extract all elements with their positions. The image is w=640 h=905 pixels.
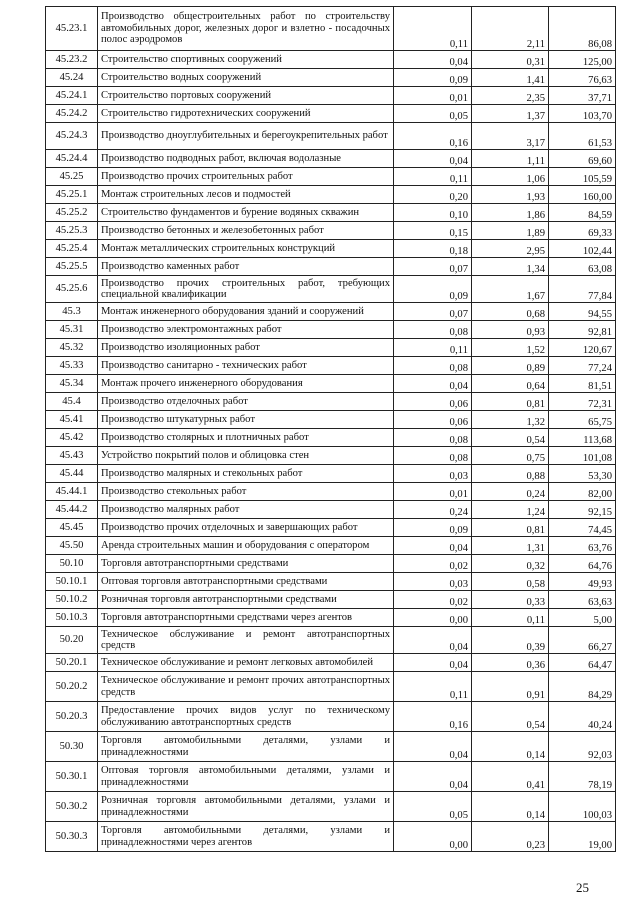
row-code: 45.33 — [46, 357, 98, 375]
row-value-2: 1,31 — [472, 537, 549, 555]
row-code: 45.50 — [46, 537, 98, 555]
row-value-1: 0,11 — [394, 672, 472, 702]
row-value-1: 0,11 — [394, 339, 472, 357]
row-value-2: 1,24 — [472, 501, 549, 519]
row-value-3: 64,76 — [549, 555, 616, 573]
row-value-2: 0,58 — [472, 573, 549, 591]
row-name: Производство изоляционных работ — [98, 339, 394, 357]
table-row — [46, 375, 616, 393]
row-code: 45.32 — [46, 339, 98, 357]
row-value-1: 0,09 — [394, 519, 472, 537]
row-value-1: 0,07 — [394, 303, 472, 321]
row-value-2: 0,54 — [472, 702, 549, 732]
table-row — [46, 303, 616, 321]
row-value-2: 0,54 — [472, 429, 549, 447]
row-value-2: 0,14 — [472, 792, 549, 822]
row-value-2: 1,86 — [472, 204, 549, 222]
table-row — [46, 411, 616, 429]
table-row — [46, 483, 616, 501]
row-value-1: 0,06 — [394, 411, 472, 429]
table-row — [46, 672, 616, 702]
table-row — [46, 69, 616, 87]
row-code: 50.30 — [46, 732, 98, 762]
row-name: Монтаж прочего инженерного оборудования — [98, 375, 394, 393]
row-value-3: 37,71 — [549, 87, 616, 105]
row-code: 45.23.1 — [46, 7, 98, 51]
row-value-3: 78,19 — [549, 762, 616, 792]
row-name: Производство прочих отделочных и завершающих работ — [98, 519, 394, 537]
row-value-1: 0,08 — [394, 357, 472, 375]
row-value-2: 0,88 — [472, 465, 549, 483]
row-value-3: 69,60 — [549, 150, 616, 168]
row-code: 45.25.5 — [46, 258, 98, 276]
row-value-2: 2,11 — [472, 7, 549, 51]
row-value-2: 0,11 — [472, 609, 549, 627]
table-row — [46, 627, 616, 654]
row-value-3: 63,76 — [549, 537, 616, 555]
row-code: 50.10.1 — [46, 573, 98, 591]
row-code: 50.30.2 — [46, 792, 98, 822]
table-row — [46, 792, 616, 822]
row-value-1: 0,16 — [394, 702, 472, 732]
row-code: 50.10.3 — [46, 609, 98, 627]
row-name: Торговля автомобильными деталями, узлами и принадлежностями через агентов — [98, 822, 394, 852]
row-value-2: 0,91 — [472, 672, 549, 702]
row-value-2: 1,34 — [472, 258, 549, 276]
row-name: Устройство покрытий полов и облицовка стен — [98, 447, 394, 465]
row-code: 45.44.1 — [46, 483, 98, 501]
row-value-3: 19,00 — [549, 822, 616, 852]
row-value-3: 64,47 — [549, 654, 616, 672]
table-row — [46, 357, 616, 375]
row-value-3: 66,27 — [549, 627, 616, 654]
row-code: 45.25.1 — [46, 186, 98, 204]
row-name: Розничная торговля автотранспортными средствами — [98, 591, 394, 609]
row-value-2: 1,41 — [472, 69, 549, 87]
row-value-3: 84,59 — [549, 204, 616, 222]
row-value-2: 1,37 — [472, 105, 549, 123]
table-row — [46, 447, 616, 465]
table-row — [46, 276, 616, 303]
row-value-2: 0,81 — [472, 393, 549, 411]
table-row — [46, 105, 616, 123]
row-value-1: 0,15 — [394, 222, 472, 240]
row-name: Монтаж строительных лесов и подмостей — [98, 186, 394, 204]
row-value-1: 0,16 — [394, 123, 472, 150]
row-value-2: 2,35 — [472, 87, 549, 105]
table-row — [46, 7, 616, 51]
row-value-3: 103,70 — [549, 105, 616, 123]
row-name: Предоставление прочих видов услуг по техническому обслуживанию автотранспортных средств — [98, 702, 394, 732]
row-name: Производство прочих строительных работ — [98, 168, 394, 186]
document-page — [45, 6, 615, 852]
row-value-2: 3,17 — [472, 123, 549, 150]
row-value-1: 0,01 — [394, 483, 472, 501]
row-name: Производство дноуглубительных и берегоукрепительных работ — [98, 123, 394, 150]
row-name: Торговля автомобильными деталями, узлами и принадлежностями — [98, 732, 394, 762]
row-value-2: 0,33 — [472, 591, 549, 609]
row-name: Строительство гидротехнических сооружений — [98, 105, 394, 123]
table-row — [46, 258, 616, 276]
row-value-1: 0,07 — [394, 258, 472, 276]
row-code: 45.44.2 — [46, 501, 98, 519]
row-name: Техническое обслуживание и ремонт прочих автотранспортных средств — [98, 672, 394, 702]
row-name: Производство каменных работ — [98, 258, 394, 276]
row-code: 45.34 — [46, 375, 98, 393]
row-code: 50.10 — [46, 555, 98, 573]
row-value-3: 120,67 — [549, 339, 616, 357]
row-value-1: 0,05 — [394, 105, 472, 123]
row-name: Производство подводных работ, включая водолазные — [98, 150, 394, 168]
row-code: 45.42 — [46, 429, 98, 447]
row-code: 45.31 — [46, 321, 98, 339]
table-row — [46, 501, 616, 519]
row-code: 45.25.3 — [46, 222, 98, 240]
row-value-2: 1,67 — [472, 276, 549, 303]
row-value-1: 0,02 — [394, 591, 472, 609]
row-code: 45.24.1 — [46, 87, 98, 105]
row-value-3: 5,00 — [549, 609, 616, 627]
row-name: Производство стекольных работ — [98, 483, 394, 501]
row-code: 50.30.1 — [46, 762, 98, 792]
table-row — [46, 555, 616, 573]
row-value-3: 72,31 — [549, 393, 616, 411]
row-value-3: 65,75 — [549, 411, 616, 429]
row-name: Монтаж инженерного оборудования зданий и сооружений — [98, 303, 394, 321]
row-value-3: 77,24 — [549, 357, 616, 375]
row-value-2: 0,31 — [472, 51, 549, 69]
row-code: 45.25.6 — [46, 276, 98, 303]
table-row — [46, 186, 616, 204]
row-value-1: 0,04 — [394, 150, 472, 168]
row-value-3: 102,44 — [549, 240, 616, 258]
row-name: Строительство портовых сооружений — [98, 87, 394, 105]
row-name: Производство малярных и стекольных работ — [98, 465, 394, 483]
row-value-1: 0,05 — [394, 792, 472, 822]
row-value-2: 0,41 — [472, 762, 549, 792]
table-row — [46, 204, 616, 222]
row-value-1: 0,04 — [394, 732, 472, 762]
row-value-2: 0,23 — [472, 822, 549, 852]
table-row — [46, 240, 616, 258]
row-code: 45.24.2 — [46, 105, 98, 123]
row-value-3: 94,55 — [549, 303, 616, 321]
table-row — [46, 339, 616, 357]
row-name: Производство общестроительных работ по строительству автомобильных дорог, железных дорог и взлетно - посадочных полос аэродромов — [98, 7, 394, 51]
row-code: 50.20 — [46, 627, 98, 654]
row-value-2: 0,68 — [472, 303, 549, 321]
table-row — [46, 654, 616, 672]
table-row — [46, 150, 616, 168]
table-row — [46, 519, 616, 537]
indicator-table — [45, 6, 616, 852]
row-name: Строительство фундаментов и бурение водяных скважин — [98, 204, 394, 222]
table-row — [46, 702, 616, 732]
table-row — [46, 321, 616, 339]
row-value-1: 0,08 — [394, 447, 472, 465]
row-value-1: 0,08 — [394, 429, 472, 447]
row-value-1: 0,04 — [394, 537, 472, 555]
row-code: 45.24 — [46, 69, 98, 87]
row-value-1: 0,03 — [394, 573, 472, 591]
row-value-3: 63,63 — [549, 591, 616, 609]
row-value-1: 0,00 — [394, 609, 472, 627]
row-value-2: 1,32 — [472, 411, 549, 429]
row-value-1: 0,06 — [394, 393, 472, 411]
row-value-3: 82,00 — [549, 483, 616, 501]
row-value-1: 0,20 — [394, 186, 472, 204]
row-value-3: 125,00 — [549, 51, 616, 69]
row-name: Производство штукатурных работ — [98, 411, 394, 429]
row-name: Монтаж металлических строительных конструкций — [98, 240, 394, 258]
row-code: 45.24.3 — [46, 123, 98, 150]
row-value-3: 49,93 — [549, 573, 616, 591]
row-value-1: 0,04 — [394, 627, 472, 654]
row-code: 50.20.2 — [46, 672, 98, 702]
row-value-1: 0,03 — [394, 465, 472, 483]
row-value-2: 0,39 — [472, 627, 549, 654]
table-row — [46, 87, 616, 105]
table-row — [46, 429, 616, 447]
row-value-1: 0,10 — [394, 204, 472, 222]
row-value-2: 1,11 — [472, 150, 549, 168]
row-value-3: 86,08 — [549, 7, 616, 51]
row-name: Строительство спортивных сооружений — [98, 51, 394, 69]
row-code: 50.20.1 — [46, 654, 98, 672]
table-row — [46, 51, 616, 69]
row-code: 45.3 — [46, 303, 98, 321]
row-value-1: 0,04 — [394, 51, 472, 69]
row-value-2: 0,14 — [472, 732, 549, 762]
row-code: 50.20.3 — [46, 702, 98, 732]
row-value-3: 76,63 — [549, 69, 616, 87]
row-value-3: 40,24 — [549, 702, 616, 732]
table-row — [46, 537, 616, 555]
row-value-2: 0,64 — [472, 375, 549, 393]
table-row — [46, 222, 616, 240]
row-name: Техническое обслуживание и ремонт легковых автомобилей — [98, 654, 394, 672]
row-value-2: 0,75 — [472, 447, 549, 465]
row-name: Аренда строительных машин и оборудования с оператором — [98, 537, 394, 555]
row-value-1: 0,00 — [394, 822, 472, 852]
row-value-3: 105,59 — [549, 168, 616, 186]
row-value-2: 0,89 — [472, 357, 549, 375]
row-value-3: 81,51 — [549, 375, 616, 393]
row-name: Торговля автотранспортными средствами — [98, 555, 394, 573]
row-name: Производство малярных работ — [98, 501, 394, 519]
row-value-1: 0,01 — [394, 87, 472, 105]
row-name: Оптовая торговля автомобильными деталями, узлами и принадлежностями — [98, 762, 394, 792]
row-name: Производство столярных и плотничных работ — [98, 429, 394, 447]
row-name: Техническое обслуживание и ремонт автотранспортных средств — [98, 627, 394, 654]
row-value-3: 100,03 — [549, 792, 616, 822]
table-row — [46, 591, 616, 609]
table-row — [46, 732, 616, 762]
row-value-2: 1,52 — [472, 339, 549, 357]
row-value-3: 84,29 — [549, 672, 616, 702]
row-value-2: 0,81 — [472, 519, 549, 537]
row-value-1: 0,09 — [394, 276, 472, 303]
row-value-1: 0,02 — [394, 555, 472, 573]
row-name: Производство санитарно - технических работ — [98, 357, 394, 375]
page-number: 25 — [576, 880, 589, 895]
row-value-2: 1,93 — [472, 186, 549, 204]
row-value-2: 0,24 — [472, 483, 549, 501]
row-value-1: 0,11 — [394, 7, 472, 51]
row-code: 45.41 — [46, 411, 98, 429]
row-name: Производство бетонных и железобетонных работ — [98, 222, 394, 240]
row-code: 45.45 — [46, 519, 98, 537]
table-row — [46, 609, 616, 627]
row-value-3: 92,81 — [549, 321, 616, 339]
row-name: Производство отделочных работ — [98, 393, 394, 411]
row-value-1: 0,04 — [394, 762, 472, 792]
row-code: 45.43 — [46, 447, 98, 465]
row-code: 45.25.2 — [46, 204, 98, 222]
row-value-3: 53,30 — [549, 465, 616, 483]
table-row — [46, 123, 616, 150]
row-value-2: 1,89 — [472, 222, 549, 240]
row-code: 45.44 — [46, 465, 98, 483]
row-value-1: 0,08 — [394, 321, 472, 339]
table-body — [46, 7, 616, 852]
row-name: Производство электромонтажных работ — [98, 321, 394, 339]
row-code: 45.25 — [46, 168, 98, 186]
row-value-1: 0,18 — [394, 240, 472, 258]
row-value-2: 0,36 — [472, 654, 549, 672]
row-value-2: 1,06 — [472, 168, 549, 186]
row-value-1: 0,11 — [394, 168, 472, 186]
row-value-1: 0,09 — [394, 69, 472, 87]
row-value-1: 0,24 — [394, 501, 472, 519]
row-code: 45.23.2 — [46, 51, 98, 69]
table-row — [46, 465, 616, 483]
row-name: Оптовая торговля автотранспортными средствами — [98, 573, 394, 591]
row-value-3: 113,68 — [549, 429, 616, 447]
row-value-3: 101,08 — [549, 447, 616, 465]
row-code: 45.24.4 — [46, 150, 98, 168]
table-row — [46, 393, 616, 411]
row-value-1: 0,04 — [394, 375, 472, 393]
row-name: Розничная торговля автомобильными деталями, узлами и принадлежностями — [98, 792, 394, 822]
table-row — [46, 168, 616, 186]
row-code: 45.4 — [46, 393, 98, 411]
row-value-3: 61,53 — [549, 123, 616, 150]
row-value-3: 92,15 — [549, 501, 616, 519]
row-code: 45.25.4 — [46, 240, 98, 258]
row-code: 50.10.2 — [46, 591, 98, 609]
row-name: Производство прочих строительных работ, требующих специальной квалификации — [98, 276, 394, 303]
table-row — [46, 573, 616, 591]
row-value-3: 77,84 — [549, 276, 616, 303]
row-value-3: 63,08 — [549, 258, 616, 276]
row-value-2: 2,95 — [472, 240, 549, 258]
row-code: 50.30.3 — [46, 822, 98, 852]
row-name: Торговля автотранспортными средствами через агентов — [98, 609, 394, 627]
row-value-3: 74,45 — [549, 519, 616, 537]
row-value-1: 0,04 — [394, 654, 472, 672]
row-value-2: 0,32 — [472, 555, 549, 573]
row-value-2: 0,93 — [472, 321, 549, 339]
row-value-3: 160,00 — [549, 186, 616, 204]
table-row — [46, 762, 616, 792]
table-row — [46, 822, 616, 852]
row-name: Строительство водных сооружений — [98, 69, 394, 87]
row-value-3: 69,33 — [549, 222, 616, 240]
row-value-3: 92,03 — [549, 732, 616, 762]
